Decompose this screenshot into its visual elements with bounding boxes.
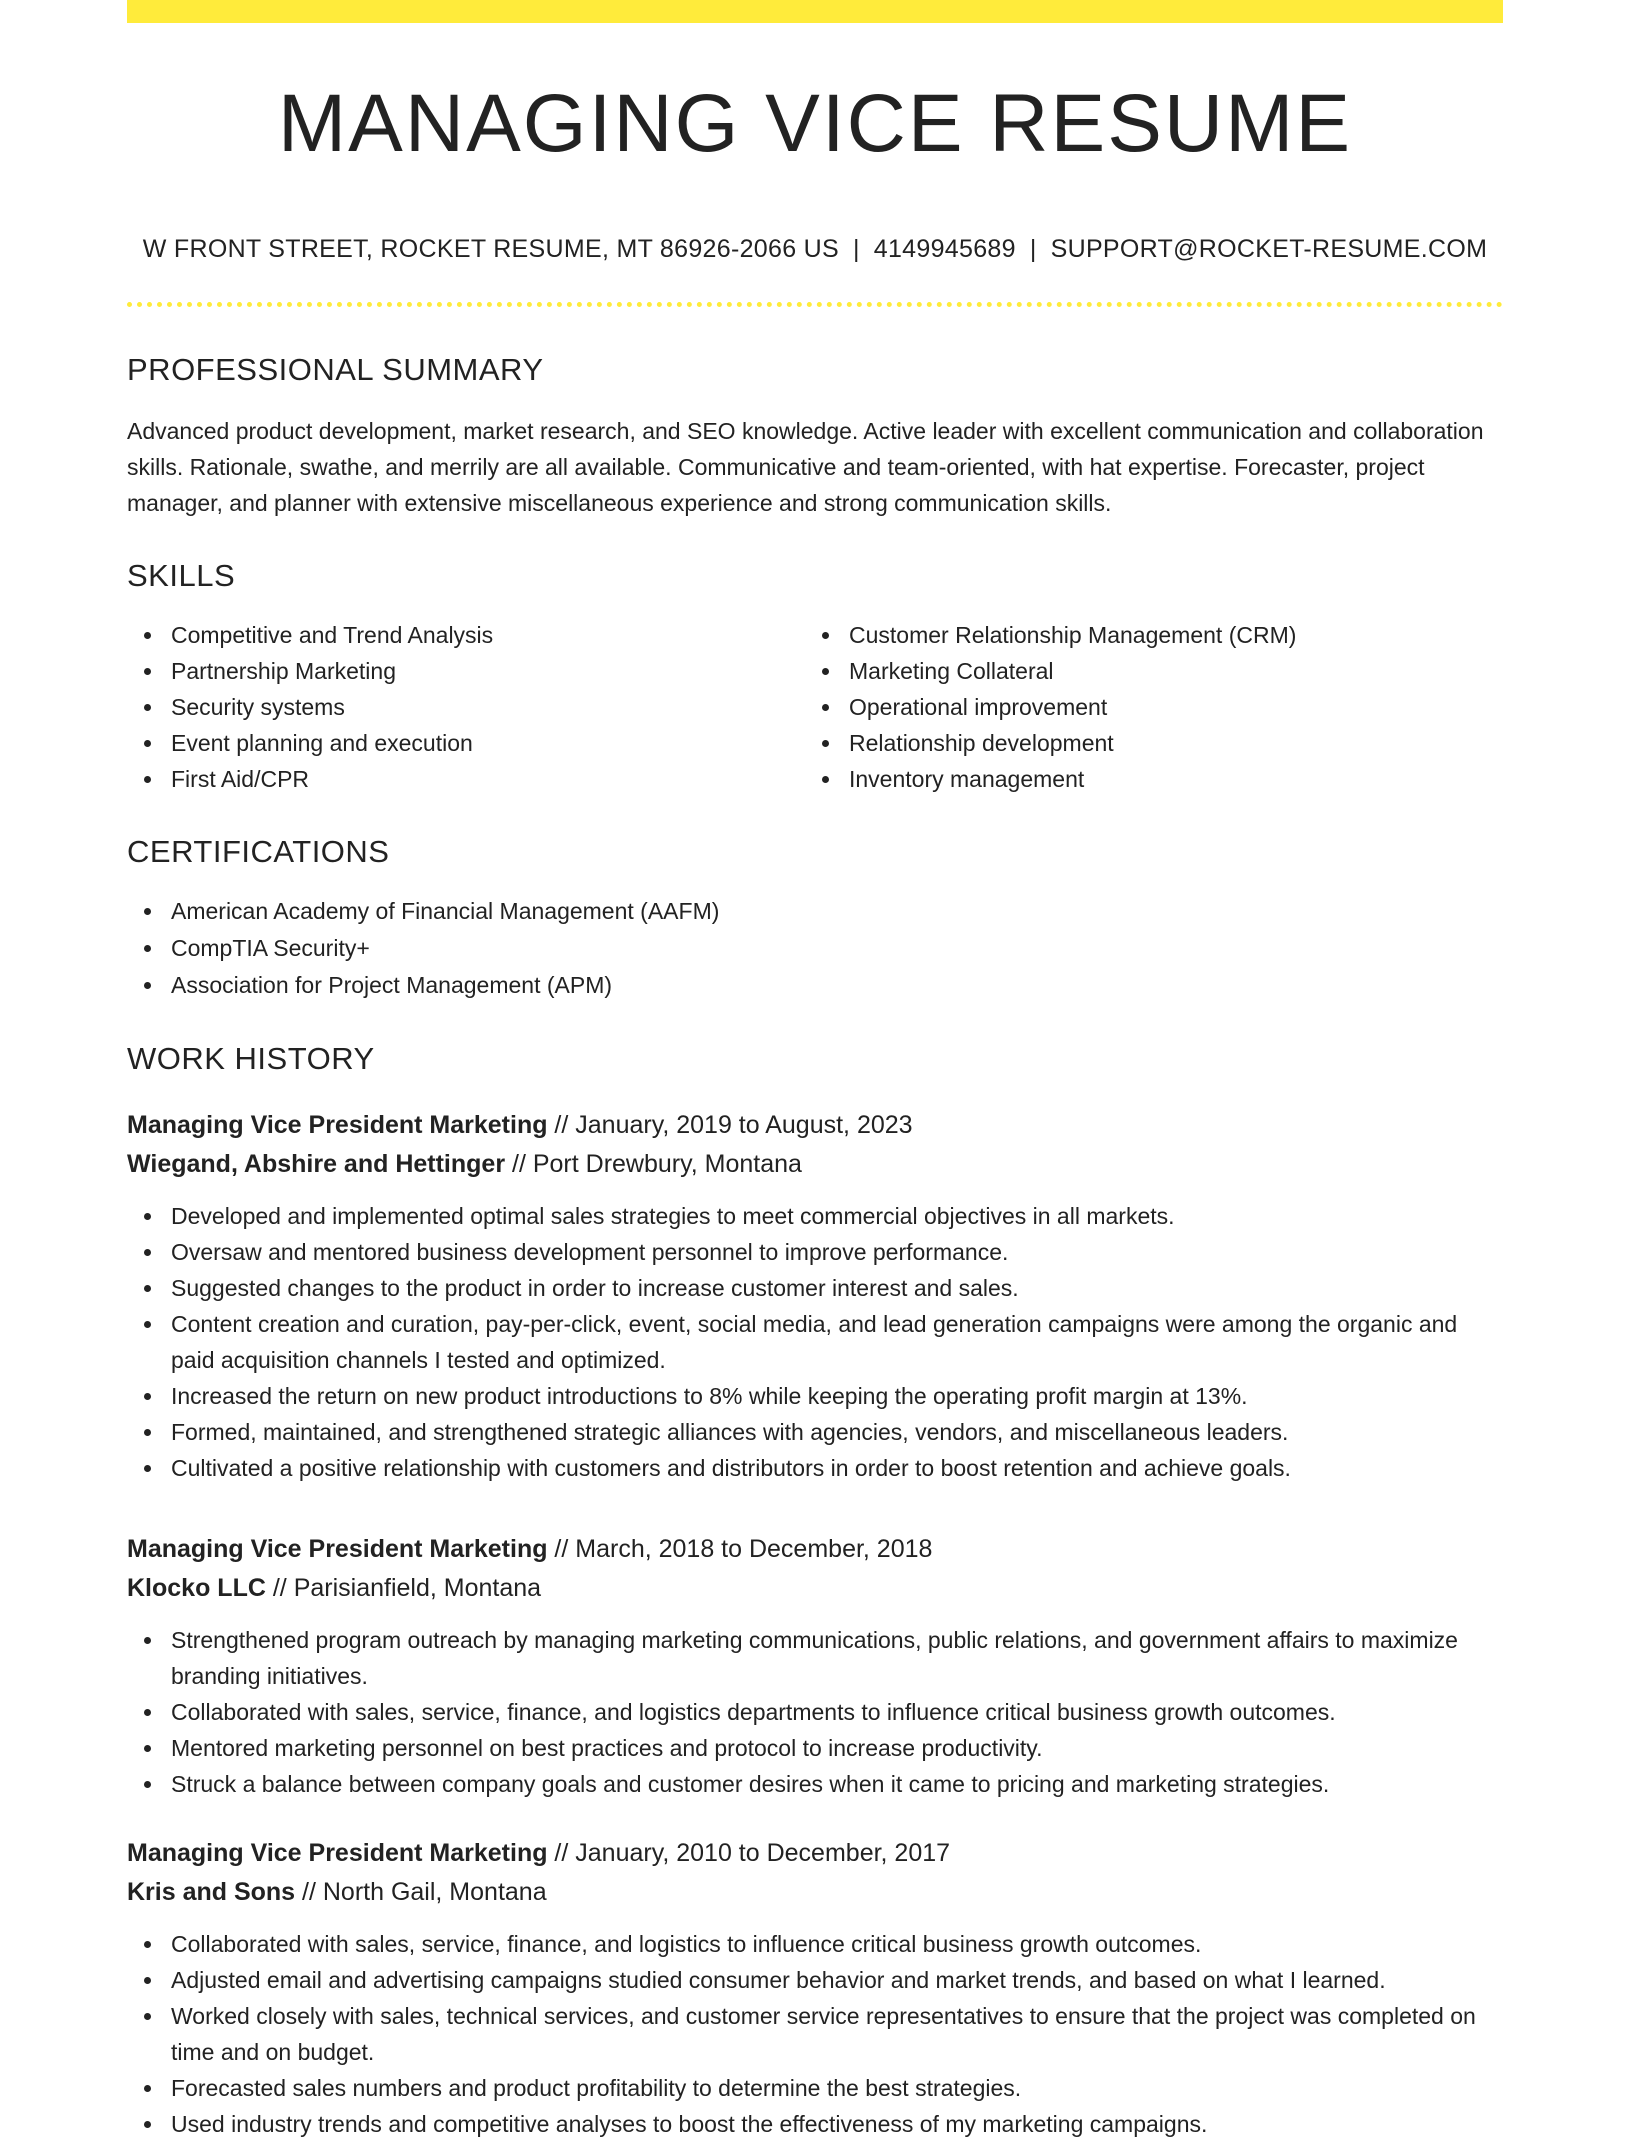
- dotted-divider: [127, 302, 1503, 307]
- skill-item: Customer Relationship Management (CRM): [805, 617, 1483, 653]
- job-bullet: Formed, maintained, and strengthened strategic alliances with agencies, vendors, and miscellaneous leaders.: [127, 1414, 1503, 1450]
- job-bullet: Suggested changes to the product in order to increase customer interest and sales.: [127, 1270, 1503, 1306]
- job-company: Klocko LLC: [127, 1574, 266, 1603]
- job-bullet: Mentored marketing personnel on best practices and protocol to increase productivity.: [127, 1730, 1503, 1766]
- job-bullet: Used industry trends and competitive analyses to boost the effectiveness of my marketing campaigns.: [127, 2106, 1503, 2142]
- certifications-list: [127, 893, 1503, 1004]
- skill-item: First Aid/CPR: [127, 761, 805, 797]
- skills-grid: [127, 617, 1503, 797]
- job-dates: // January, 2019 to August, 2023: [547, 1111, 913, 1140]
- accent-top-bar: [127, 0, 1503, 23]
- skills-list-left: [127, 617, 805, 797]
- skill-item: Marketing Collateral: [805, 653, 1483, 689]
- skill-item: Event planning and execution: [127, 725, 805, 761]
- skill-item: Competitive and Trend Analysis: [127, 617, 805, 653]
- job-bullets: [127, 1926, 1503, 2142]
- job-title: Managing Vice President Marketing: [127, 1535, 548, 1564]
- work-history-heading: WORK HISTORY: [127, 1041, 375, 1077]
- job-dates: // March, 2018 to December, 2018: [547, 1535, 933, 1564]
- skill-item: Partnership Marketing: [127, 653, 805, 689]
- job-entry: [127, 1530, 1503, 1802]
- job-bullet: Collaborated with sales, service, finance, and logistics departments to influence critical business growth outcomes.: [127, 1694, 1503, 1730]
- job-bullet: Struck a balance between company goals and customer desires when it came to pricing and marketing strategies.: [127, 1766, 1503, 1802]
- work-history-section: [127, 1042, 1503, 2142]
- job-bullet: Cultivated a positive relationship with customers and distributors in order to boost retention and achieve goals.: [127, 1450, 1503, 1486]
- skills-list-right: [805, 617, 1483, 797]
- skill-item: Security systems: [127, 689, 805, 725]
- resume-title: MANAGING VICE RESUME: [277, 78, 1353, 169]
- certification-item: Association for Project Management (APM): [127, 967, 1503, 1004]
- job-bullet: Developed and implemented optimal sales strategies to meet commercial objectives in all markets.: [127, 1198, 1503, 1234]
- job-title: Managing Vice President Marketing: [127, 1111, 548, 1140]
- certifications-heading: CERTIFICATIONS: [127, 834, 390, 870]
- job-entry: [127, 1834, 1503, 2142]
- job-title: Managing Vice President Marketing: [127, 1839, 548, 1868]
- contact-phone: 4149945689: [873, 235, 1016, 263]
- contact-separator: |: [852, 235, 860, 263]
- skill-item: Relationship development: [805, 725, 1483, 761]
- certification-item: CompTIA Security+: [127, 930, 1503, 967]
- job-bullet: Content creation and curation, pay-per-click, event, social media, and lead generation campaigns were among the organic and paid acquisition channels I tested and optimized.: [127, 1306, 1503, 1378]
- job-title-line: [127, 1106, 1503, 1145]
- job-bullet: Worked closely with sales, technical services, and customer service representatives to ensure that the project was completed on time and on budget.: [127, 1998, 1503, 2070]
- job-bullet: Forecasted sales numbers and product profitability to determine the best strategies.: [127, 2070, 1503, 2106]
- job-title-line: [127, 1834, 1503, 1873]
- job-bullet: Increased the return on new product introductions to 8% while keeping the operating profit margin at 13%.: [127, 1378, 1503, 1414]
- job-company-line: [127, 1569, 1503, 1608]
- contact-address: W FRONT STREET, ROCKET RESUME, MT 86926-2066 US: [142, 235, 839, 263]
- summary-heading: PROFESSIONAL SUMMARY: [127, 352, 544, 387]
- skills-heading: SKILLS: [127, 558, 236, 594]
- job-company: Wiegand, Abshire and Hettinger: [127, 1150, 506, 1179]
- job-entry: [127, 1106, 1503, 1486]
- skill-item: Inventory management: [805, 761, 1483, 797]
- contact-line: [127, 235, 1503, 264]
- job-dates: // January, 2010 to December, 2017: [547, 1839, 951, 1868]
- job-bullet: Oversaw and mentored business development personnel to improve performance.: [127, 1234, 1503, 1270]
- certifications-section: [127, 835, 1503, 1004]
- job-bullet: Adjusted email and advertising campaigns studied consumer behavior and market trends, and based on what I learned.: [127, 1962, 1503, 1998]
- skills-section: [127, 559, 1503, 797]
- certification-item: American Academy of Financial Management (AAFM): [127, 893, 1503, 930]
- job-bullets: [127, 1622, 1503, 1802]
- job-bullet: Collaborated with sales, service, finance, and logistics to influence critical business growth outcomes.: [127, 1926, 1503, 1962]
- job-location: // Parisianfield, Montana: [265, 1574, 542, 1603]
- job-location: // North Gail, Montana: [295, 1878, 547, 1907]
- job-bullet: Strengthened program outreach by managing marketing communications, public relations, and government affairs to maximize branding initiatives.: [127, 1622, 1503, 1694]
- job-company-line: [127, 1145, 1503, 1184]
- summary-section: [127, 353, 1503, 521]
- contact-separator: |: [1029, 235, 1037, 263]
- job-bullets: [127, 1198, 1503, 1486]
- resume-page: [127, 0, 1503, 2142]
- summary-text: Advanced product development, market research, and SEO knowledge. Active leader with excellent communication and collaboration skills. Rationale, swathe, and merrily are all available. Communicative and team-oriented, with hat expertise. Forecaster, project manager, and planner with extensive miscellaneous experience and strong communication skills.: [127, 418, 1484, 517]
- job-company: Kris and Sons: [127, 1878, 296, 1907]
- job-location: // Port Drewbury, Montana: [505, 1150, 802, 1179]
- skill-item: Operational improvement: [805, 689, 1483, 725]
- job-company-line: [127, 1873, 1503, 1912]
- contact-email: SUPPORT@ROCKET-RESUME.COM: [1050, 235, 1488, 263]
- job-title-line: [127, 1530, 1503, 1569]
